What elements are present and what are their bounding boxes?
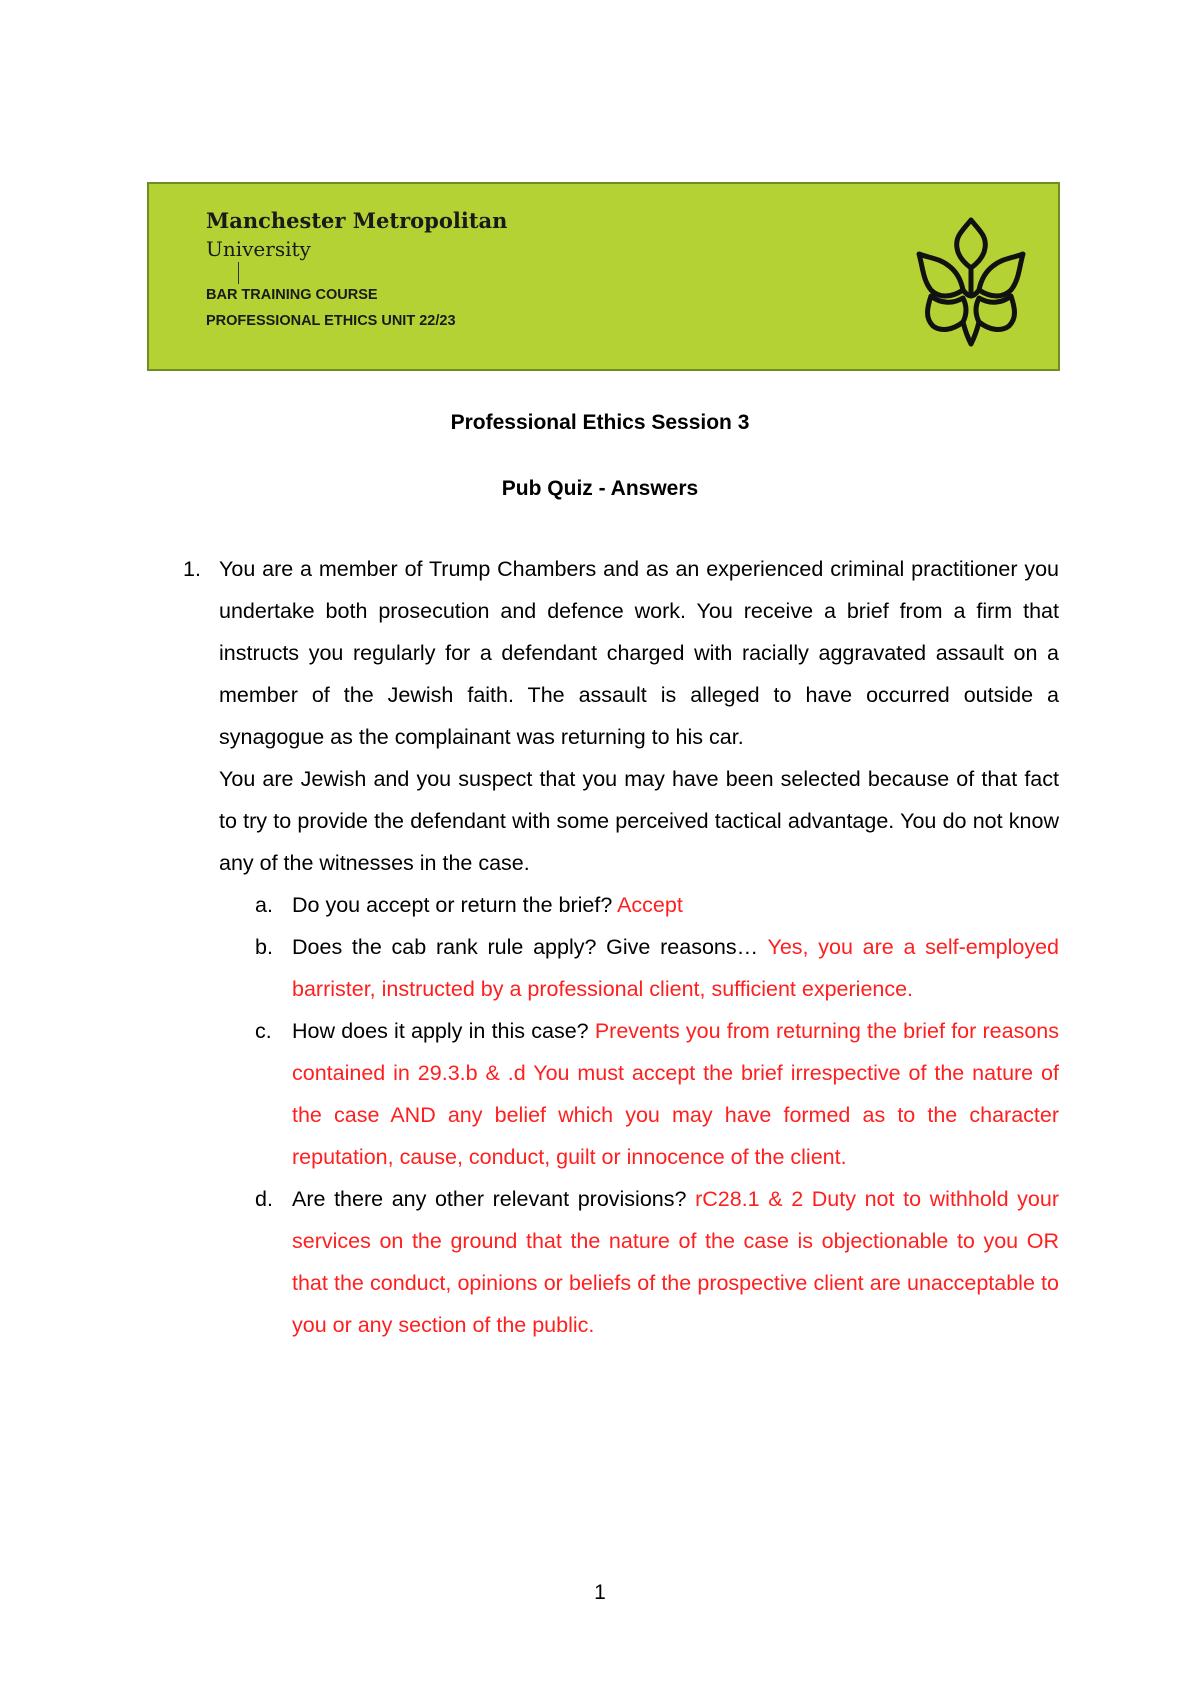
answer-text: Prevents you from returning the brief for reasons contained in 29.3.b & .d You must accept the brief irrespective of the nature of the case AND any belief which you may have formed as to the character reputation, cause, conduct, guilt or innocence of the client. bbox=[292, 1019, 1059, 1169]
document-title: Professional Ethics Session 3 bbox=[450, 411, 750, 434]
sub-question-letter: d. bbox=[255, 1187, 273, 1211]
sub-question-b bbox=[219, 926, 1059, 1010]
sub-question-letter: b. bbox=[255, 935, 273, 959]
page-number: 1 bbox=[594, 1581, 606, 1604]
text-cursor-mark bbox=[238, 262, 239, 284]
mmu-trefoil-logo-icon bbox=[911, 214, 1031, 349]
sub-question-list bbox=[219, 884, 1059, 1346]
university-banner bbox=[147, 182, 1060, 371]
question-paragraph: You are Jewish and you suspect that you may have been selected because of that fact to try to provide the defendant with some perceived tactical advantage. You do not know any of the witnesses in the case. bbox=[219, 767, 1059, 875]
sub-question-letter: a. bbox=[255, 893, 273, 917]
sub-question-a bbox=[219, 884, 1059, 926]
question-paragraph: You are a member of Trump Chambers and as an experienced criminal practitioner you undertake both prosecution and defence work. You receive a brief from a firm that instructs you regularly for a defendant charged with racially aggravated assault on a member of the Jewish faith. The assault is alleged to have occurred outside a synagogue as the complainant was returning to his car. bbox=[219, 557, 1059, 749]
answer-text: rC28.1 & 2 Duty not to withhold your services on the ground that the nature of the case is objectionable to you OR that the conduct, opinions or beliefs of the prospective client are unacceptable to you or any section of the public. bbox=[292, 1187, 1059, 1337]
sub-question-text: Do you accept or return the brief? bbox=[292, 893, 613, 917]
sub-question-text: Does the cab rank rule apply? Give reasons… bbox=[292, 935, 759, 959]
document-subtitle: Pub Quiz - Answers bbox=[501, 477, 699, 500]
sub-question-letter: c. bbox=[255, 1019, 272, 1043]
answer-text: Yes, you are a self-employed barrister, instructed by a professional client, sufficient experience. bbox=[292, 935, 1059, 1001]
unit-name: PROFESSIONAL ETHICS UNIT 22/23 bbox=[206, 313, 456, 329]
question-number: 1. bbox=[183, 557, 201, 581]
answer-text: Accept bbox=[617, 893, 683, 917]
sub-question-d bbox=[219, 1178, 1059, 1346]
sub-question-text: Are there any other relevant provisions? bbox=[292, 1187, 687, 1211]
university-subtitle: University bbox=[206, 237, 311, 261]
question-body bbox=[219, 548, 1059, 1346]
sub-question-text: How does it apply in this case? bbox=[292, 1019, 589, 1043]
sub-question-c bbox=[219, 1010, 1059, 1178]
course-name: BAR TRAINING COURSE bbox=[206, 287, 378, 303]
university-name: Manchester Metropolitan bbox=[206, 208, 508, 233]
